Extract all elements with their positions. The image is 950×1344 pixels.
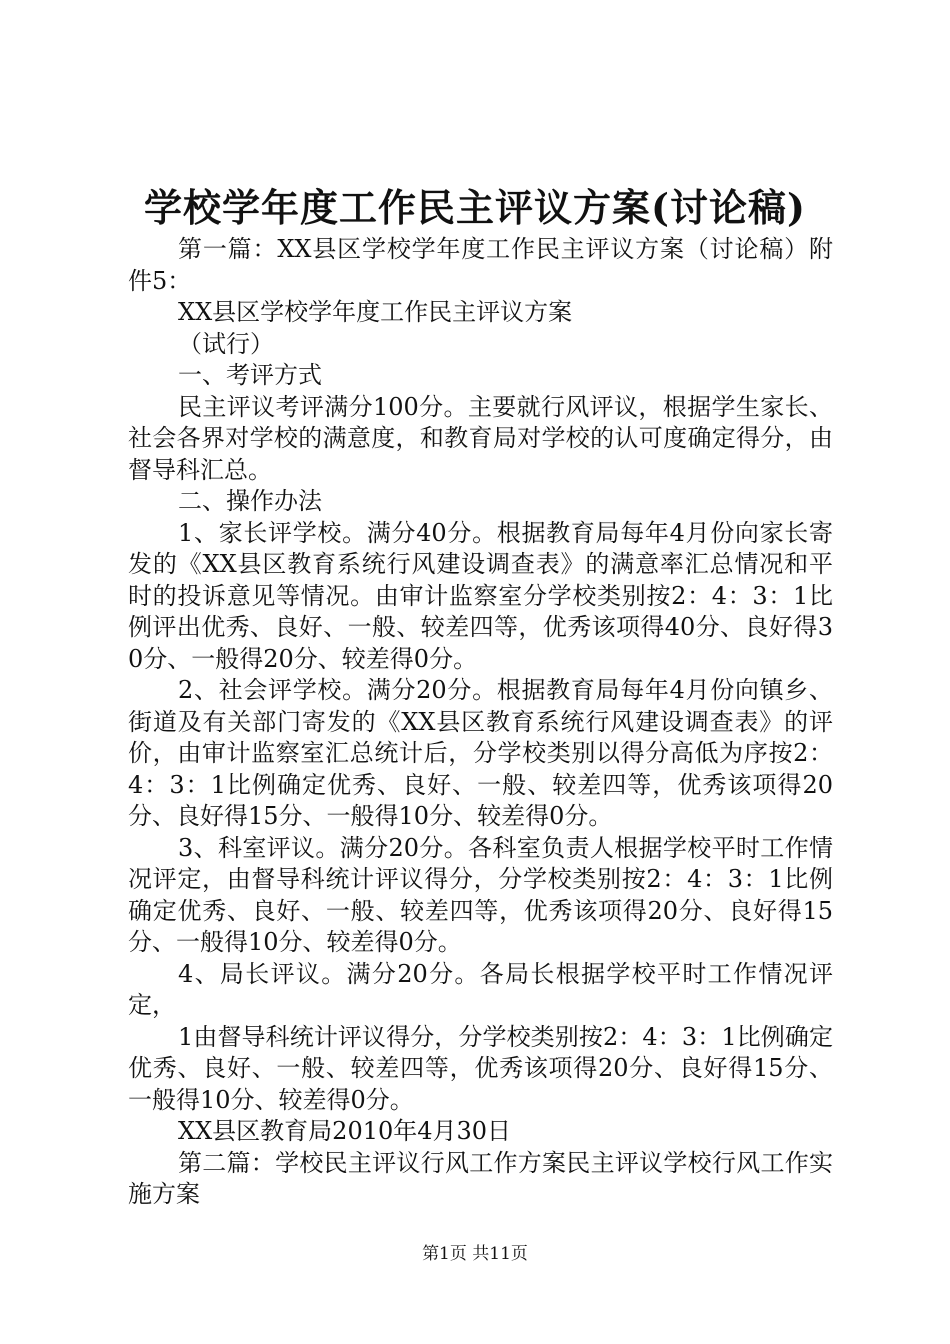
- paragraph-section-two-heading: 二、操作办法: [178, 487, 322, 515]
- paragraph-signature-date: XX县区教育局2010年4月30日: [178, 1117, 512, 1145]
- paragraph-item-directors-cont: 1由督导科统计评议得分，分学校类别按2：4：3：1比例确定优秀、良好、一般、较差四等，优秀该项得20分、良好得15分、一般得10分、较差得0分。: [128, 1022, 833, 1114]
- document-body: [128, 234, 833, 1211]
- paragraph-part-two-heading: 第二篇：学校民主评议行风工作方案民主评议学校行风工作实施方案: [128, 1148, 833, 1208]
- paragraph-part-one-heading: 第一篇：XX县区学校学年度工作民主评议方案（讨论稿）附件5：: [128, 235, 833, 295]
- paragraph-section-one-body: 民主评议考评满分100分。主要就行风评议，根据学生家长、社会各界对学校的满意度，和教育局对学校的认可度确定得分，由督导科汇总。: [128, 392, 833, 484]
- page-number-footer: 第1页 共11页: [422, 1244, 528, 1264]
- paragraph-item-departments: 3、科室评议。满分20分。各科室负责人根据学校平时工作情况评定，由督导科统计评议得分，分学校类别按2：4：3：1比例确定优秀、良好、一般、较差四等，优秀该项得20分、良好得15分、一般得10分、较差得0分。: [128, 833, 833, 956]
- paragraph-section-one-heading: 一、考评方式: [178, 361, 322, 389]
- document-title: 学校学年度工作民主评议方案(讨论稿): [144, 185, 806, 230]
- paragraph-trial: （试行）: [178, 329, 274, 358]
- paragraph-plan-name: XX县区学校学年度工作民主评议方案: [178, 298, 573, 326]
- paragraph-item-parents: 1、家长评学校。满分40分。根据教育局每年4月份向家长寄发的《XX县区教育系统行风建设调查表》的满意率汇总情况和平时的投诉意见等情况。由审计监察室分学校类别按2：4：3：1比例评出优秀、良好、一般、较差四等，优秀该项得40分、良好得30分、一般得20分、较差得0分。: [128, 518, 833, 673]
- paragraph-item-society: 2、社会评学校。满分20分。根据教育局每年4月份向镇乡、街道及有关部门寄发的《XX县区教育系统行风建设调查表》的评价，由审计监察室汇总统计后，分学校类别以得分高低为序按2：4：3：1比例确定优秀、良好、一般、较差四等，优秀该项得20分、良好得15分、一般得10分、较差得0分。: [128, 676, 833, 830]
- paragraph-item-directors: 4、局长评议。满分20分。各局长根据学校平时工作情况评定，: [128, 959, 833, 1019]
